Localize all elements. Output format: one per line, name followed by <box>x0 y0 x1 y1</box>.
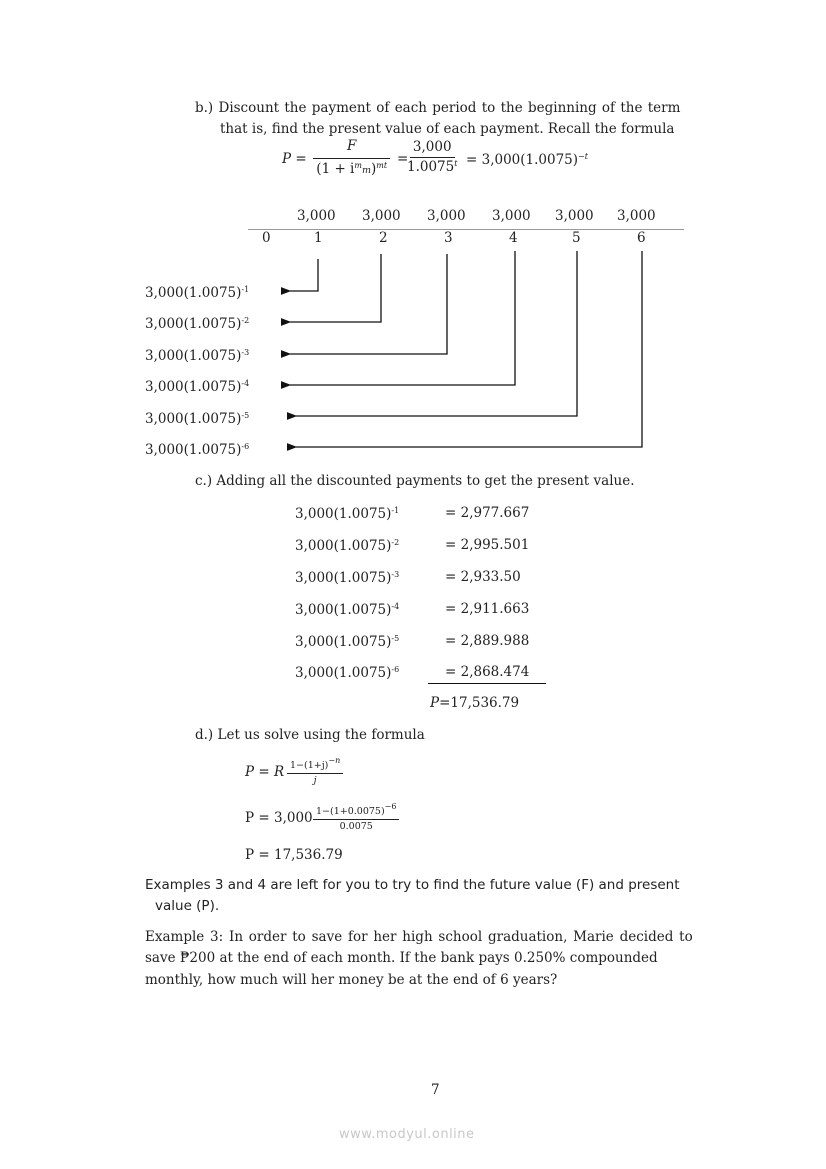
formula-1-fraction <box>287 757 343 785</box>
base: 3,000(1.0075) <box>145 285 242 301</box>
sum-row-2-value: = 2,995.501 <box>445 537 530 553</box>
period-6: 6 <box>637 230 646 246</box>
example3-line3: monthly, how much will her money be at the end of 6 years? <box>145 972 558 988</box>
sum-row-4-value: = 2,911.663 <box>445 601 530 617</box>
discounted-2 <box>145 317 249 332</box>
exp: -6 <box>391 665 400 674</box>
exp: -4 <box>391 602 400 611</box>
total-label: P <box>430 695 440 711</box>
base: 3,000(1.0075) <box>145 442 242 458</box>
example3-line2: save ₱200 at the end of each month. If the bank pays 0.250% compounded <box>145 950 658 966</box>
discounted-5 <box>145 412 249 427</box>
den-m: m <box>361 164 371 176</box>
base: 3,000(1.0075) <box>295 538 392 554</box>
sum-row-6-term <box>295 666 399 681</box>
exp: -6 <box>241 442 250 451</box>
exp: -5 <box>241 411 250 420</box>
sum-row-5-term <box>295 635 399 650</box>
sum-row-3-value: = 2,933.50 <box>445 569 521 585</box>
numerator: F <box>313 140 390 159</box>
payment-1: 3,000 <box>297 208 336 224</box>
den-base: 1.0075 <box>407 158 455 175</box>
discounted-1 <box>145 286 249 301</box>
den-exp: mt <box>376 160 388 170</box>
total-value: =17,536.79 <box>439 695 520 711</box>
base: 3,000(1.0075) <box>295 665 392 681</box>
period-3: 3 <box>444 230 453 246</box>
formula-2-lhs: P = 3,000 <box>245 810 313 826</box>
examples-note-line2: value (P). <box>155 898 220 914</box>
base: 3,000(1.0075) <box>145 379 242 395</box>
base: 3,000(1.0075) <box>295 634 392 650</box>
part-b-line1: b.) Discount the payment of each period to the beginning of the term <box>195 100 681 116</box>
payment-6: 3,000 <box>617 208 656 224</box>
base: 3,000(1.0075) <box>145 316 242 332</box>
period-0: 0 <box>262 230 271 246</box>
base: 3,000(1.0075) <box>145 411 242 427</box>
page-number: 7 <box>431 1082 440 1098</box>
sum-row-6-value: = 2,868.474 <box>445 664 530 680</box>
arrow-1 <box>290 259 318 291</box>
arrow-3 <box>290 254 447 354</box>
exp: -2 <box>391 538 400 547</box>
formula-2-fraction <box>313 803 399 831</box>
denominator: 0.0075 <box>339 820 373 832</box>
payment-2: 3,000 <box>362 208 401 224</box>
den-sup: m <box>354 160 362 170</box>
arrow-2 <box>290 254 381 322</box>
discounted-4 <box>145 380 249 395</box>
exp: −6 <box>384 802 397 811</box>
discount-arrows <box>0 0 826 470</box>
example3-line1: Example 3: In order to save for her high school graduation, Marie decided to <box>145 929 693 945</box>
base: 3,000(1.0075) <box>295 570 392 586</box>
denominator: j <box>313 774 317 786</box>
sum-row-1-value: = 2,977.667 <box>445 505 530 521</box>
sum-row-2-term <box>295 539 399 554</box>
numerator: 3,000 <box>410 141 455 158</box>
arrow-4 <box>290 251 515 385</box>
sum-row-4-term <box>295 603 399 618</box>
formula-eq: = <box>397 151 409 167</box>
base: 3,000(1.0075) <box>145 348 242 364</box>
part-d-heading: d.) Let us solve using the formula <box>195 727 425 743</box>
den-exp: t <box>454 158 458 168</box>
exp: -3 <box>391 570 400 579</box>
exp: -5 <box>391 634 400 643</box>
numerator: 1−(1+j) <box>290 760 329 771</box>
den-base: (1 + i <box>316 160 355 177</box>
formula-1-lhs: P = R <box>245 764 285 780</box>
arrow-6 <box>296 251 642 447</box>
payment-5: 3,000 <box>555 208 594 224</box>
base: 3,000(1.0075) <box>295 506 392 522</box>
discounted-3 <box>145 349 249 364</box>
arrow-5 <box>296 251 577 416</box>
payment-4: 3,000 <box>492 208 531 224</box>
exp: -2 <box>241 316 250 325</box>
period-2: 2 <box>379 230 388 246</box>
rhs-exp: −t <box>578 152 588 161</box>
part-b-line2: that is, find the present value of each payment. Recall the formula <box>220 121 675 137</box>
watermark: www.modyul.online <box>339 1127 475 1142</box>
sum-row-1-term <box>295 507 399 522</box>
sum-row-5-value: = 2,889.988 <box>445 633 530 649</box>
base: 3,000(1.0075) <box>295 602 392 618</box>
period-5: 5 <box>572 230 581 246</box>
period-4: 4 <box>509 230 518 246</box>
sum-total <box>430 697 519 711</box>
part-c-heading: c.) Adding all the discounted payments to get the present value. <box>195 473 635 489</box>
examples-note-line1: Examples 3 and 4 are left for you to try to find the future value (F) and present <box>145 877 680 893</box>
exp: -1 <box>241 285 250 294</box>
exp: -1 <box>391 506 400 515</box>
denominator: $(1 + i^mm)^{mt}$ <box>316 160 388 177</box>
sum-rule <box>428 683 546 684</box>
exp: -3 <box>241 348 250 357</box>
formula-lhs: P = <box>282 151 307 167</box>
sum-row-3-term <box>295 571 399 586</box>
payment-3: 3,000 <box>427 208 466 224</box>
formula-3: P = 17,536.79 <box>245 847 343 863</box>
numerator: 1−(1+0.0075) <box>316 806 385 817</box>
exp: -4 <box>241 379 250 388</box>
exp: −n <box>328 756 341 765</box>
period-1: 1 <box>314 230 323 246</box>
discounted-6 <box>145 443 249 458</box>
rhs-base: = 3,000(1.0075) <box>466 152 579 168</box>
